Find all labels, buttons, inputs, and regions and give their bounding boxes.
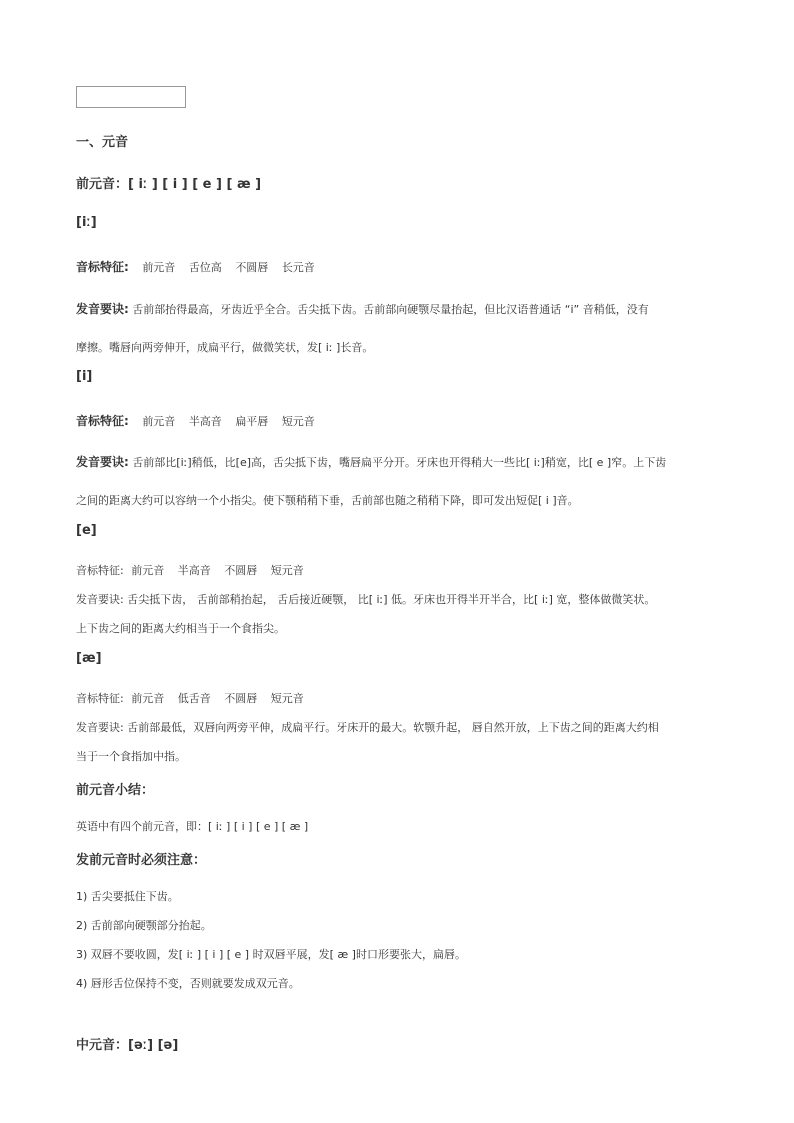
feature: 短元音 bbox=[270, 564, 304, 577]
method-text: 之间的距离大约可以容纳一个小指尖。使下颚稍稍下垂，舌前部也随之稍稍下降，即可发出短促[ i ]音。 bbox=[76, 494, 579, 507]
method-text: 舌前部比[iː]稍低，比[e]高，舌尖抵下齿，嘴唇扁平分开。牙床也开得稍大一些比[ iː]稍宽，比[ e ]窄。上下齿 bbox=[132, 456, 667, 469]
feature: 前元音 bbox=[131, 692, 165, 705]
vowel-symbol-4: [æ] bbox=[76, 651, 102, 666]
summary-text: 英语中有四个前元音，即：[ iː ] [ i ] [ e ] [ æ ] bbox=[76, 820, 309, 833]
feature: 短元音 bbox=[281, 415, 315, 428]
feature-line-2 bbox=[76, 412, 315, 429]
method-line bbox=[76, 453, 666, 470]
feature-label: 音标特征: bbox=[76, 692, 124, 705]
method-label: 发音要诀: bbox=[76, 593, 124, 606]
method-text: 上下齿之间的距离大约相当于一个食指尖。 bbox=[76, 622, 285, 635]
feature-label: 音标特征: bbox=[76, 260, 129, 274]
method-text: 舌尖抵下齿， 舌前部稍抬起， 舌后接近硬颚， 比[ iː] 低。牙床也开得半开半合，比[ iː] 宽，整体做微笑状。 bbox=[127, 593, 656, 606]
feature: 短元音 bbox=[270, 692, 304, 705]
method-text: 舌前部抬得最高，牙齿近乎全合。舌尖抵下齿。舌前部向硬颚尽量抬起，但比汉语普通话 “i” 音稍低，没有 bbox=[132, 303, 649, 316]
notes-heading: 发前元音时必须注意： bbox=[76, 853, 207, 868]
section-title: 一、元音 bbox=[76, 135, 129, 150]
feature: 不圆唇 bbox=[224, 692, 258, 705]
feature: 扁平唇 bbox=[235, 415, 269, 428]
feature: 长元音 bbox=[281, 261, 315, 274]
method-label: 发音要诀: bbox=[76, 455, 129, 469]
feature: 低舌音 bbox=[177, 692, 211, 705]
text-input-box[interactable] bbox=[76, 86, 186, 108]
method-line bbox=[76, 591, 655, 607]
feature: 不圆唇 bbox=[235, 261, 269, 274]
feature-line-3 bbox=[76, 562, 304, 578]
method-label: 发音要诀: bbox=[76, 302, 129, 316]
feature: 前元音 bbox=[142, 415, 176, 428]
method-line bbox=[76, 300, 649, 317]
feature-label: 音标特征: bbox=[76, 564, 124, 577]
vowel-symbol-1: [iː] bbox=[76, 215, 97, 230]
feature-line-4 bbox=[76, 690, 304, 706]
vowel-symbol-2: [i] bbox=[76, 369, 93, 384]
method-label: 发音要诀: bbox=[76, 721, 124, 734]
vowel-symbol-3: [e] bbox=[76, 523, 97, 538]
feature-label: 音标特征: bbox=[76, 414, 129, 428]
method-text: 舌前部最低，双唇向两旁平伸，成扁平行。牙床开的最大。软颚升起， 唇自然开放，上下齿之间的距离大约相 bbox=[127, 721, 659, 734]
summary-heading: 前元音小结： bbox=[76, 783, 155, 798]
feature: 前元音 bbox=[142, 261, 176, 274]
feature: 半高音 bbox=[177, 564, 211, 577]
method-text: 当于一个食指加中指。 bbox=[76, 750, 186, 763]
central-vowels-heading: 中元音：[əː] [ə] bbox=[76, 1038, 179, 1053]
feature-line-1 bbox=[76, 258, 315, 275]
front-vowels-heading: 前元音：[ iː ] [ i ] [ e ] [ æ ] bbox=[76, 177, 262, 192]
feature: 舌位高 bbox=[188, 261, 222, 274]
method-text: 摩擦。嘴唇向两旁伸开，成扁平行，做微笑状，发[ iː ]长音。 bbox=[76, 341, 374, 354]
feature: 前元音 bbox=[131, 564, 165, 577]
note-item: 3) 双唇不要收圆，发[ iː ] [ i ] [ e ] 时双唇平展，发[ æ ]时口形要张大，扁唇。 bbox=[76, 948, 466, 961]
method-line bbox=[76, 719, 659, 735]
note-item: 1) 舌尖要抵住下齿。 bbox=[76, 890, 179, 903]
note-item: 4) 唇形舌位保持不变，否则就要发成双元音。 bbox=[76, 977, 300, 990]
feature: 不圆唇 bbox=[224, 564, 258, 577]
note-item: 2) 舌前部向硬颚部分抬起。 bbox=[76, 919, 212, 932]
feature: 半高音 bbox=[188, 415, 222, 428]
